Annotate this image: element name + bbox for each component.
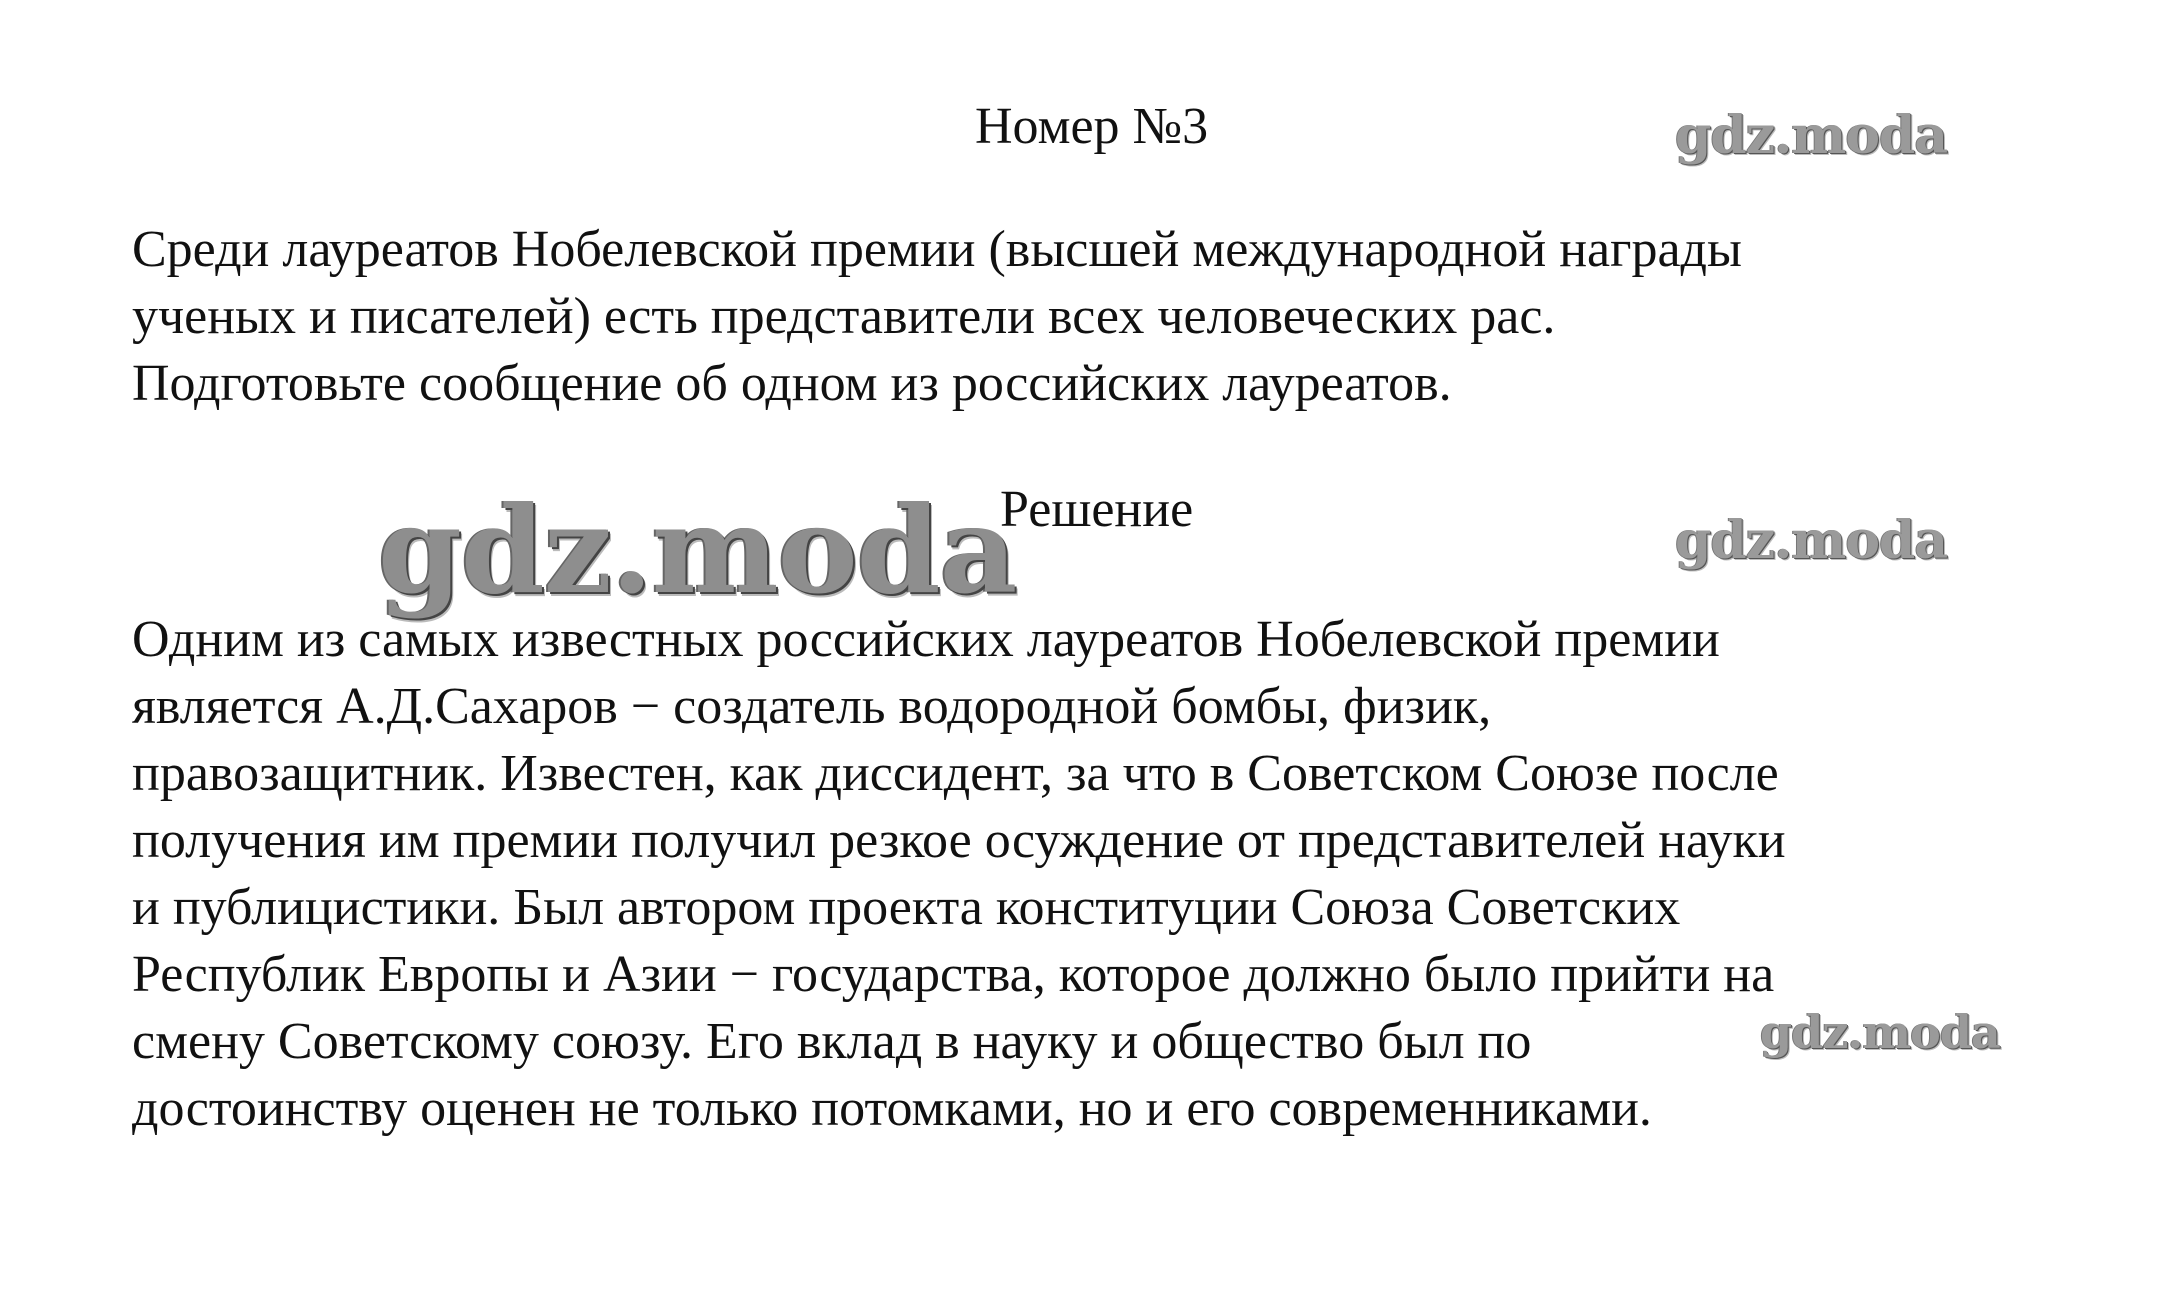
solution-line: достоинству оценен не только потомками, но и его современниками. [132, 1080, 1652, 1137]
watermark-logo-top-right: gdz.moda [1675, 105, 1948, 166]
task-line: ученых и писателей) есть представители всех человеческих рас. [132, 288, 1556, 345]
watermark-logo-large: gdz.moda [378, 480, 1017, 621]
solution-title: Решение [1000, 481, 1194, 538]
solution-line: Республик Европы и Азии − государства, которое должно было прийти на [132, 946, 1775, 1003]
watermark-logo-inline: gdz.moda [1760, 1005, 2000, 1059]
task-line: Среди лауреатов Нобелевской премии (высшей международной награды [132, 221, 1742, 278]
task-title: Номер №3 [975, 98, 1209, 155]
watermark-logo-middle-right: gdz.moda [1675, 510, 1948, 571]
task-line: Подготовьте сообщение об одном из российских лауреатов. [132, 355, 1452, 412]
solution-line: правозащитник. Известен, как диссидент, за что в Советском Союзе после [132, 745, 1779, 802]
solution-line: смену Советскому союзу. Его вклад в науку и общество был по [132, 1013, 1532, 1070]
solution-text [132, 606, 1786, 1142]
task-text [132, 216, 1742, 417]
solution-line: получения им премии получил резкое осуждение от представителей науки [132, 812, 1786, 869]
solution-line: и публицистики. Был автором проекта конституции Союза Советских [132, 879, 1681, 936]
solution-line: является А.Д.Сахаров − создатель водородной бомбы, физик, [132, 678, 1492, 735]
solution-line: Одним из самых известных российских лауреатов Нобелевской премии [132, 611, 1720, 668]
